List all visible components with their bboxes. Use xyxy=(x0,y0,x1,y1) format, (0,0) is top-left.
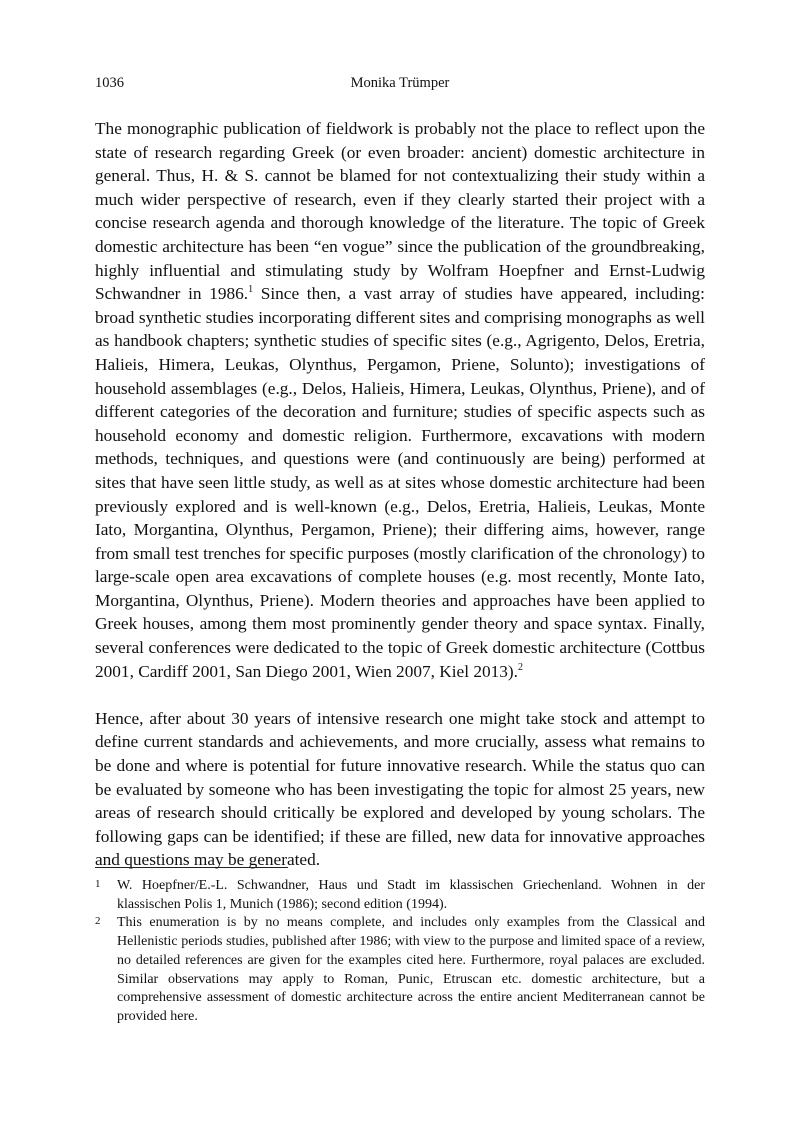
running-title: Monika Trümper xyxy=(350,75,450,91)
paragraph-2 xyxy=(95,707,705,872)
footnote-1-number: 1 xyxy=(95,878,101,890)
footnote-1 xyxy=(95,877,705,914)
paragraph-1-text-b: Since then, a vast array of studies have appeared, including: broad synthetic studies incorporating different sites and comprising monographs as well as handbook chapters; synthetic studies of specific sites (e.g., Agrigento, Delos, Eretria, Halieis, Himera, Leukas, Olynthus, Pergamon, Priene, Solunto); investigations of household assemblages (e.g., Delos, Halieis, Himera, Leukas, Olynthus, Priene), and of different categories of the decoration and furniture; studies of specific aspects such as household economy and domestic religion. Furthermore, excavations with modern methods, techniques, and questions were (and continuously are being) performed at sites that have seen little study, as well as at sites whose domestic architecture had been previously explored and is well-known (e.g., Delos, Eretria, Halieis, Leukas, Monte Iato, Morgantina, Olynthus, Pergamon, Priene); their differing aims, however, range from small test trenches for specific purposes (mostly clarification of the chronology) to large-scale open area excavations of complete houses (e.g. most recently, Monte Iato, Morgantina, Olynthus, Priene). Modern theories and approaches have been applied to Greek houses, among them most prominently gender theory and space syntax. Finally, several conferences were dedicated to the topic of Greek domestic architecture (Cottbus 2001, Cardiff 2001, San Diego 2001, Wien 2007, Kiel 2013). xyxy=(95,284,705,681)
body-text xyxy=(95,117,705,872)
footnote-ref-2[interactable]: 2 xyxy=(517,661,523,673)
paragraph-1 xyxy=(95,117,705,683)
page-number: 1036 xyxy=(95,75,124,91)
footnote-2-text: This enumeration is by no means complete, and includes only examples from the Classical and Hellenistic periods studies, published after 1986; with view to the purpose and limited space of a review, no detailed references are given for the examples cited here. Furthermore, royal palaces are excluded. Similar observations may apply to Roman, Punic, Etruscan etc. domestic architecture, but a comprehensive assessment of domestic architecture across the entire ancient Mediterranean cannot be provided here. xyxy=(117,915,705,1024)
running-header xyxy=(95,73,705,93)
page xyxy=(95,0,705,1131)
paragraph-2-text: Hence, after about 30 years of intensive research one might take stock and attempt to define current standards and achievements, and more crucially, assess what remains to be done and where is potential for future innovative research. While the status quo can be evaluated by someone who has been investigating the topic for almost 25 years, new areas of research should critically be explored and developed by young scholars. The following gaps can be identified; if these are filled, new data for innovative approaches and questions may be generated. xyxy=(95,708,705,870)
footnote-2 xyxy=(95,914,705,1026)
paragraph-1-text-a: The monographic publication of fieldwork is probably not the place to reflect upon the state of research regarding Greek (or even broader: ancient) domestic architecture in general. Thus, H. & S. cannot be blamed for not contextualizing their study within a much wider perspective of research, even if they clearly started their project with a concise research agenda and thorough knowledge of the literature. The topic of Greek domestic architecture has been “en vogue” since the publication of the groundbreaking, highly influential and stimulating study by Wolfram Hoepfner and Ernst-Ludwig Schwandner in 1986. xyxy=(95,119,705,304)
footnotes xyxy=(95,877,705,1027)
footnote-ref-1[interactable]: 1 xyxy=(248,284,254,296)
footnote-1-text: W. Hoepfner/E.-L. Schwandner, Haus und Stadt im klassischen Griechenland. Wohnen in der klassischen Polis 1, Munich (1986); second edition (1994). xyxy=(117,878,705,912)
footnote-2-number: 2 xyxy=(95,915,101,928)
footnote-divider xyxy=(95,867,288,868)
